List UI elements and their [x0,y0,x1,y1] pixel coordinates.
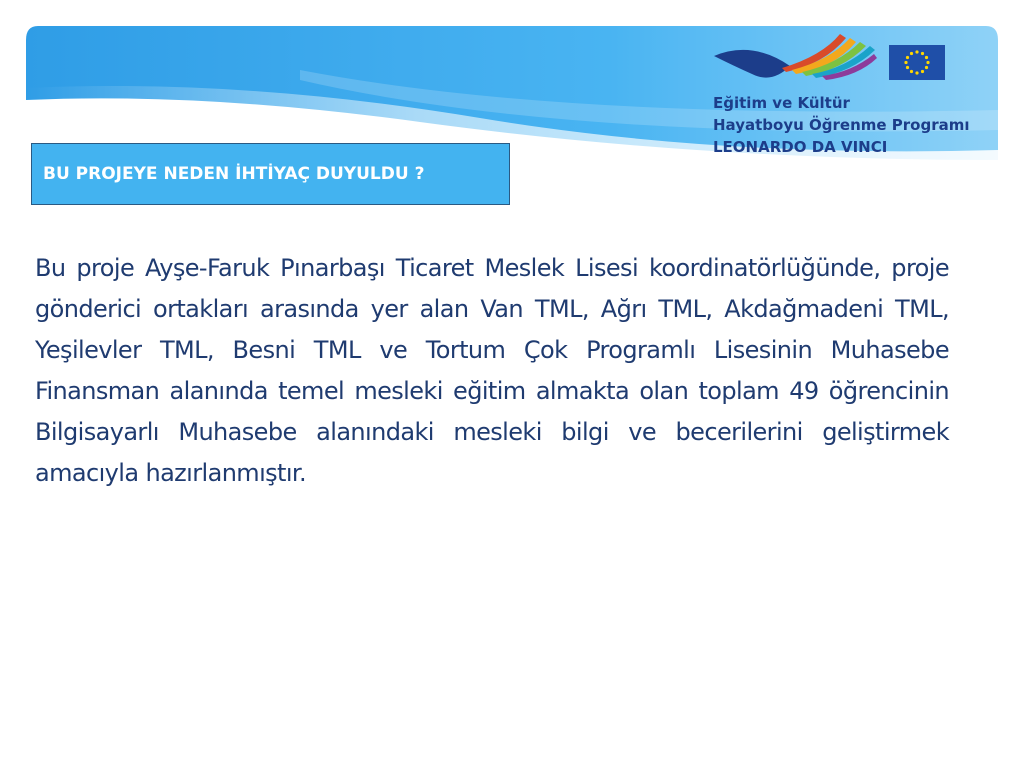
eu-flag-icon [889,45,945,80]
leonardo-swoosh-logo [712,26,877,84]
body-paragraph: Bu proje Ayşe-Faruk Pınarbaşı Ticaret Meslek Lisesi koordinatörlüğünde, proje gönderici ortakları arasında yer alan Van TML, Ağrı TML, Akdağmadeni TML, Yeşilevler TML, Besni TML ve Tortum Çok Programlı Lisesinin Muhasebe Finansman alanında temel mesleki eğitim almakta olan toplam 49 öğrencinin Bilgisayarlı Muhasebe alanındaki mesleki bilgi ve becerilerini geliştirmek amacıyla hazırlanmıştır. [35,254,949,487]
title-box [31,143,510,205]
page-title: BU PROJEYE NEDEN İHTİYAÇ DUYULDU ? [43,164,425,184]
program-line-education: Eğitim ve Kültür [713,94,850,112]
program-line-lifelong: Hayatboyu Öğrenme Programı [713,116,970,134]
program-label [713,92,1013,158]
program-line-leonardo: LEONARDO DA VINCI [713,138,888,156]
